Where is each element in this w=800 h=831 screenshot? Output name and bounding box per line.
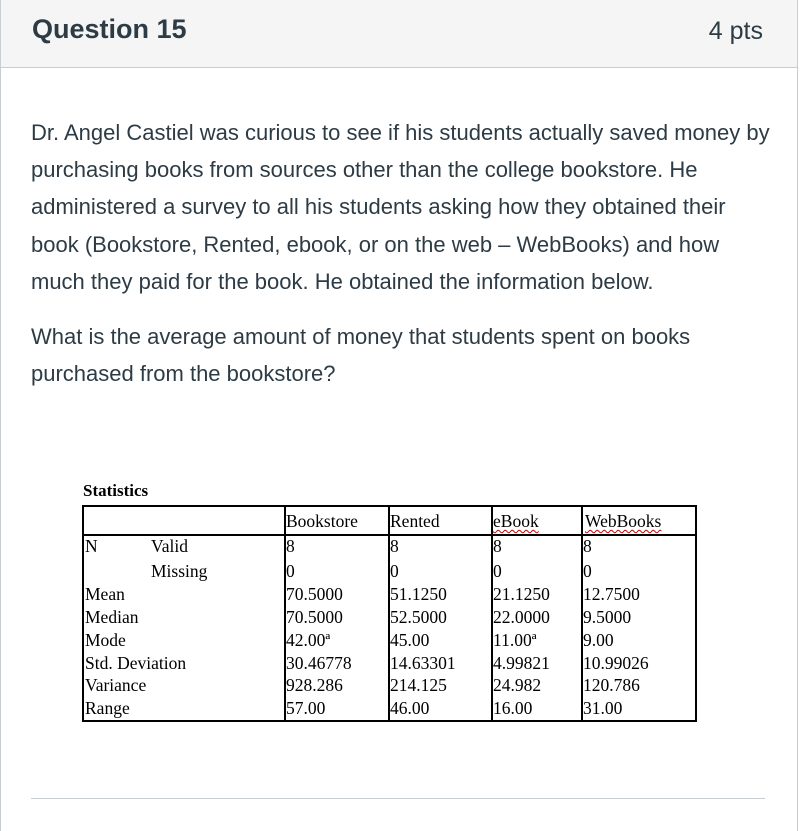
row-label: Variance (85, 675, 147, 695)
table-cell: 70.5000 (286, 607, 343, 627)
table-cell: 0 (390, 561, 399, 581)
table-cell: 46.00 (390, 698, 430, 718)
row-label: Mode (85, 630, 126, 650)
table-cell: 14.63301 (390, 653, 456, 673)
row-label-n: N (85, 536, 98, 556)
table-cell: 120.786 (583, 675, 640, 695)
row-label: Range (85, 698, 130, 718)
table-cell: 4.99821 (493, 653, 550, 673)
table-cell: 24.982 (493, 675, 542, 695)
table-cell: 42.00ª (286, 630, 331, 650)
table-cell: 16.00 (493, 698, 533, 718)
table-cell: 12.7500 (583, 584, 640, 604)
table-cell: 10.99026 (583, 653, 649, 673)
table-cell: 22.0000 (493, 607, 550, 627)
table-cell: 8 (390, 536, 399, 556)
table-cell: 52.5000 (390, 607, 447, 627)
table-cell: 51.1250 (390, 584, 447, 604)
row-label: Median (85, 607, 139, 627)
table-cell: 8 (583, 536, 592, 556)
table-cell: 30.46778 (286, 653, 352, 673)
table-cell: 21.1250 (493, 584, 550, 604)
question-header (0, 0, 798, 68)
table-cell: 214.125 (390, 675, 447, 695)
table-cell: 31.00 (583, 698, 623, 718)
table-cell: 8 (286, 536, 295, 556)
column-header: WebBooks (585, 511, 662, 531)
question-paragraph: Dr. Angel Castiel was curious to see if his students actually saved money by purchasing books from sources other than the college bookstore. He administered a survey to all his students asking how they obtained their book (Bookstore, Rented, ebook, or on the web – WebBooks) and how much they paid for the book. He obtained the information below. (31, 120, 770, 294)
table-cell: 57.00 (286, 698, 326, 718)
table-cell: 0 (493, 561, 502, 581)
table-cell: 70.5000 (286, 584, 343, 604)
row-label-valid: Valid (151, 536, 188, 556)
column-header: eBook (493, 511, 539, 531)
left-border (0, 68, 1, 831)
table-cell: 11.00ª (493, 630, 537, 650)
table-cell: 8 (493, 536, 502, 556)
statistics-title: Statistics (83, 481, 149, 500)
right-border (797, 68, 798, 831)
statistics-table (82, 505, 697, 722)
row-label: Std. Deviation (85, 653, 187, 673)
table-cell: 9.5000 (583, 607, 632, 627)
table-cell: 9.00 (583, 630, 614, 650)
table-cell: 928.286 (286, 675, 343, 695)
question-title: Question 15 (32, 14, 187, 44)
table-cell: 45.00 (390, 630, 430, 650)
row-label-missing: Missing (151, 561, 208, 581)
column-header: Bookstore (286, 511, 358, 531)
footer-divider (31, 798, 765, 799)
column-header: Rented (390, 511, 440, 531)
table-cell: 0 (286, 561, 295, 581)
question-points: 4 pts (708, 17, 763, 45)
table-cell: 0 (583, 561, 592, 581)
row-label: Mean (85, 584, 125, 604)
question-prompt: What is the average amount of money that students spent on books purchased from the bookstore? (31, 324, 691, 387)
question-body (31, 114, 771, 392)
